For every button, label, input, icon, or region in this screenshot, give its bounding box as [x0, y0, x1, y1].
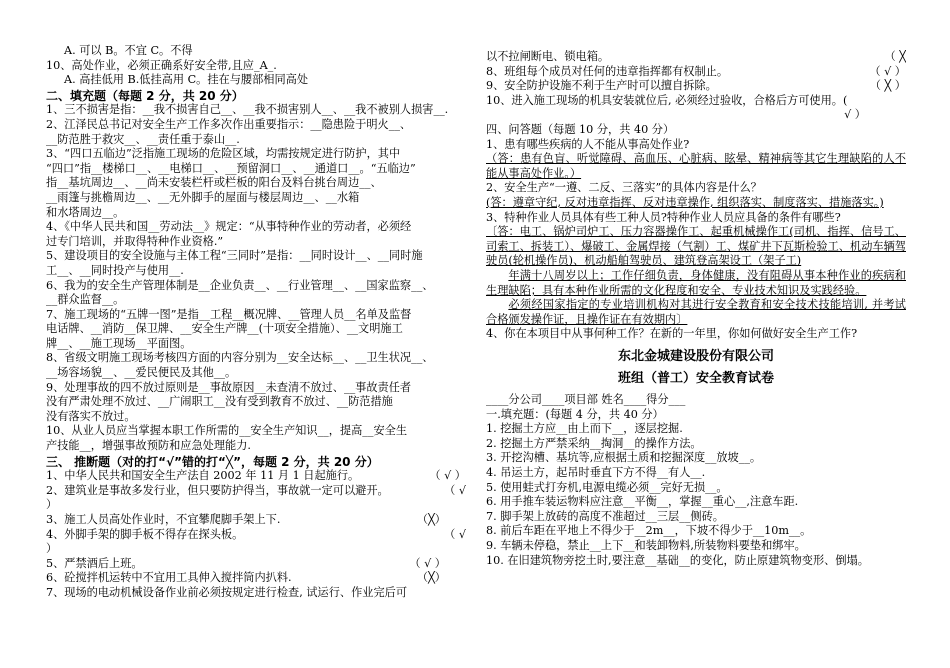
right-column — [486, 50, 906, 568]
answer-text: (答：遵章守纪, 反对违章指挥、反对违章操作, 组织落实、制度落实、措施落实。) — [486, 195, 884, 209]
fill-item: 3. 开挖沟槽、基坑等,应根据土质和挖掘深度__放坡__。 — [486, 451, 762, 465]
text-line: 7、施工现场的“五牌一图”是指__工程__概况牌、__管理人员__名单及监督 — [46, 307, 412, 321]
text-line: 没有严肃处理不放过、__广闹职工__没有受到教育不放过、__防范措施 — [46, 395, 393, 409]
answer-mark: （╳） — [416, 513, 446, 526]
question: 4、你在本项目中从事何种工作？在新的一年里，你如何做好安全生产工作? — [486, 327, 858, 341]
question: 3、特种作业人员具体有些工种人员?特种作业人员应具备的条件有哪些? — [486, 210, 841, 224]
text-line: 8、省级文明施工现场考核四方面的内容分别为__安全达标__、__卫生状况__、 — [46, 351, 434, 365]
text-line: __场容场貌__、__爱民便民及其他__。 — [46, 366, 237, 380]
text-line: ） — [46, 498, 58, 512]
text-line: “四口”指__楼梯口__、__电梯口__、__预留洞口__、__通道口__。“五临边” — [46, 161, 416, 175]
fill-item: 10. 在旧建筑物旁挖土时,要注意__基础__的变化，防止原建筑物变形、倒塌。 — [486, 553, 869, 567]
text-line: __防范胜于救灾__、__责任重于泰山__. — [46, 132, 240, 146]
judge-item: （ ╳ 以不拉闸断电、锁电箱。 — [486, 50, 906, 63]
section-heading-fill: 二、填充题（每题 2 分，共 20 分） — [46, 88, 244, 103]
fill-item: 8. 前后车距在平地上不得少于__2m__，下坡不得少于__10m__。 — [486, 524, 812, 538]
fill-item: 9. 车辆未停稳，禁止__上下__和装卸物料,所装物料要垫和绑牢。 — [486, 539, 806, 552]
answer-text: （答：患有色盲、听觉障碍、高血压、心脏病、眩晕、精神病等其它生理缺陷的人不能从事高处作业。） — [486, 152, 906, 180]
question: 2、安全生产“一遵、二反、三落实”的具体内容是什么？ — [486, 181, 762, 195]
answer-mark: （ ╳ — [884, 50, 906, 63]
answer-mark: （ √ ） — [429, 469, 466, 483]
text-line: 和水塔周边__。 — [46, 205, 125, 219]
judge-item: （ √ 4、外脚手架的脚手板不得存在探头板。 — [46, 527, 466, 541]
text-line: 工__、__同时投产与使用__. — [46, 263, 184, 277]
section-heading-qa: 四、问答题（每题 10 分，共 40 分） — [486, 122, 675, 136]
text-line: __雨篷与挑檐周边__、__无外脚手的屋面与楼层周边__、__水箱 — [46, 190, 360, 204]
judge-item: （╳） 6、砼搅拌机运转中不宜用工具伸入搅拌筒内扒料. — [46, 571, 446, 585]
text-line: A. 可以 B。不宜 C。不得 — [64, 44, 193, 57]
judge-item: （ √ ） 1、中华人民共和国安全生产法自 2002 年 11 月 1 日起施行。 — [46, 469, 466, 483]
text-line: 6、我为的安全生产管理体制是__企业负责__、__行业管理__、__国家监察__、 — [46, 278, 434, 292]
text-line: 牌__、__施工现场__平面图。 — [46, 336, 192, 350]
answer-mark: （ √ — [444, 527, 466, 541]
text-line: 10、从业人员应当掌握本职工作所需的__安全生产知识__，提高__安全生 — [46, 424, 408, 438]
exam-title: 班组（普工）安全教育试卷 — [617, 371, 774, 387]
text-line: ） — [46, 542, 58, 556]
fill-item: 7. 脚手架上放砖的高度不准超过__三层__侧砖。 — [486, 509, 724, 523]
text-line: 没有落实不放过。 — [46, 409, 136, 423]
text-line: A. 高挂低用 B.低挂高用 C。挂在与腰部相同高处 — [64, 73, 309, 87]
fill-item: 5. 使用蛙式打夯机,电源电缆必须__完好无损__。 — [486, 480, 728, 494]
text-line: 2、江泽民总书记对安全生产工作多次作出重要指示：__隐患险于明火__、 — [46, 117, 412, 131]
text-line: 9、处理事故的四不放过原则是__事故原因__未查清不放过、__事故责任者 — [46, 380, 412, 394]
text-line: __群众监督__。 — [46, 293, 125, 307]
section-heading-fill2: 一.填充题：(每题 4 分，共 40 分） — [486, 407, 664, 421]
text-line: 10、进入施工现场的机具安装就位后, 必须经过验收，合格后方可使用。( — [486, 93, 848, 107]
judge-item: （╳） 3、施工人员高处作业时，不宜攀爬脚手架上下. — [46, 513, 446, 526]
left-column — [46, 44, 466, 601]
text-line: 1、三不损害是指：__我不损害自己__、__我不损害别人__、__我不被别人损害__. — [46, 103, 449, 117]
fill-item: 2. 挖掘土方严禁采纳__掏洞__的操作方法。 — [486, 436, 702, 450]
text-line: 5、建设项目的安全设施与主体工程“三同时”是指：__同时设计__、__同时施 — [46, 249, 423, 263]
answer-text: 必须经国家指定的专业培训机构对其进行安全教育和安全技术技能培训, 并考试合格颁发操作证，且操作证在有效期内〕 — [486, 298, 906, 326]
judge-item: （ √ ） 5、严禁酒后上班。 — [46, 556, 446, 570]
answer-mark: （ ╳ ） — [869, 79, 906, 93]
text-line: 4、《中华人民共和国__劳动法__》规定：“从事特种作业的劳动者，必须经 — [46, 220, 412, 234]
text-line: 电话牌、__消防__保卫牌、__安全生产牌__(十项安全措施）、__文明施工 — [46, 322, 403, 336]
info-line: ____分公司____项目部 姓名____得分___ — [486, 393, 686, 407]
answer-text: 年满十八周岁以上；工作仔细负责，身体健康，没有阻碍从事本种作业的疾病和生理缺陷；具有本种作业所需的文化程度和安全、专业技术知识及实践经验。 — [486, 268, 906, 297]
judge-item: （ √ 2、建筑业是事故多发行业，但只要防护得当，事故就一定可以避开。 — [46, 483, 466, 497]
judge-item: （ ╳ ） 9、安全防护设施不利于生产时可以擅自拆除。 — [486, 79, 906, 93]
answer-mark: （ √ — [444, 483, 466, 497]
judge-item: （ √ ） 8、班组每个成员对任何的违章指挥都有权制止。 — [486, 64, 906, 78]
answer-mark: （╳） — [416, 571, 446, 585]
fill-item: 4. 吊运土方，起吊时垂直下方不得__有人__. — [486, 466, 706, 480]
company-name: 东北金城建设股份有限公司 — [617, 348, 774, 364]
answer-mark: √ ） — [844, 108, 866, 122]
answer-mark: （ √ ） — [409, 556, 446, 570]
text-line: 过专门培训，并取得特种作业资格.” — [46, 234, 224, 248]
text-line: 3、“四口五临边”泛指施工现场的危险区域，均需按规定进行防护，其中 — [46, 147, 401, 161]
fill-item: 1. 挖掘土方应__由上而下__，逐层挖掘. — [486, 422, 683, 436]
text-line: 产技能__，增强事故预防和应急处理能力. — [46, 439, 251, 453]
fill-item: 6. 用手推车装运物料应注意__平衡__，掌握__重心__,注意车距. — [486, 495, 799, 509]
text-line: 10、高处作业，必须正确系好安全带,且应_A_. — [46, 58, 277, 72]
question: 1、患有哪些疾病的人不能从事高处作业? — [486, 137, 690, 151]
text-line: 7、现场的电动机械设备作业前必须按规定进行检查, 试运行、作业完后可 — [46, 585, 408, 599]
section-heading-judge: 三、 推断题（对的打“√”错的打“╳”，每题 2 分，共 20 分） — [46, 454, 379, 469]
answer-mark: （ √ ） — [869, 64, 906, 78]
text-line: 指__基坑周边__、__尚未安装栏杆或栏板的阳台及料台挑台周边__、 — [46, 176, 382, 190]
answer-text: 〔答：电工、锅炉司炉工、压力容器操作工、起重机械操作工(司机、指挥、信号工、司索工、拆装工）、爆破工、金属焊接（气割）工、煤矿井下瓦斯检验工、机动车辆驾驶员(轮机操作员)、机动船舶驾驶员、建筑登高架设工（架子工) — [486, 225, 906, 268]
